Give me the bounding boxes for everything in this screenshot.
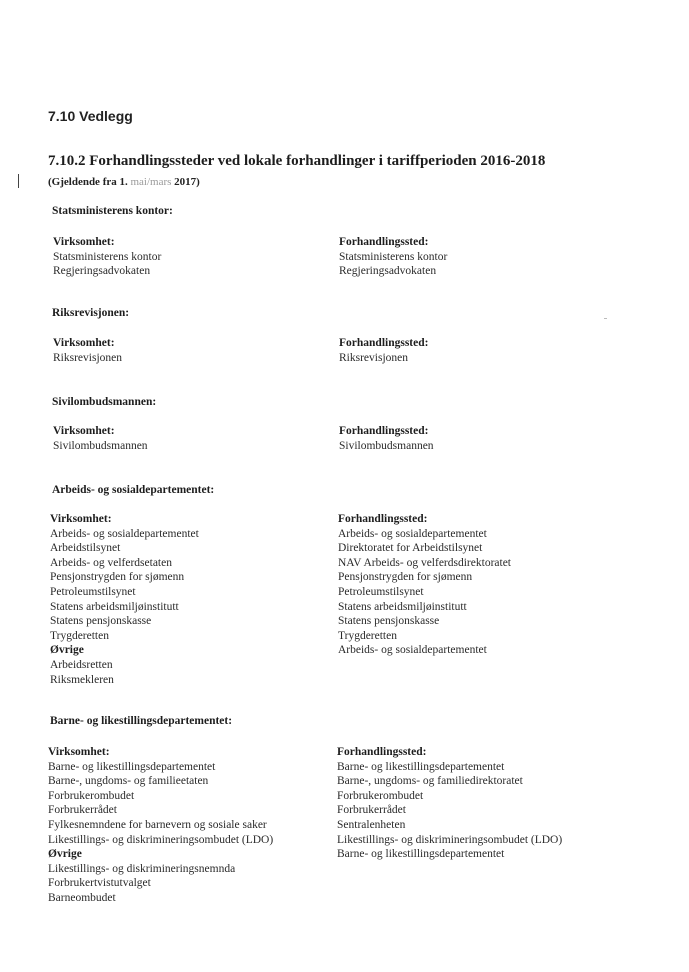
list-item: Direktoratet for Arbeidstilsynet (338, 542, 483, 555)
list-item: Statsministerens kontor (53, 250, 162, 263)
list-item: Riksrevisjonen (53, 351, 122, 364)
virksomhet-column (53, 235, 161, 279)
list-item: Barne- og likestillingsdepartementet (337, 848, 505, 861)
column-header: Forhandlingssted: (338, 513, 428, 525)
list-item: Sivilombudsmannen (53, 439, 148, 452)
list-item: Pensjonstrygden for sjømenn (50, 571, 185, 584)
list-item: Statens pensjonskasse (50, 615, 152, 628)
section-title: Barne- og likestillingsdepartementet: (50, 715, 233, 727)
list-item: Regjeringsadvokaten (53, 265, 151, 278)
list-item: Statsministerens kontor (339, 250, 448, 263)
list-item: Barne- og likestillingsdepartementet (337, 760, 505, 773)
list-item: Arbeids- og sosialdepartementet (50, 527, 199, 540)
list-item: Forbrukertvistutvalget (48, 877, 151, 890)
list-item: Arbeids- og sosialdepartementet (338, 527, 487, 540)
forhandlingssted-column (337, 745, 562, 862)
column-header: Virksomhet: (50, 513, 112, 525)
list-item: Arbeidsretten (50, 658, 113, 671)
page-title: 7.10.2 Forhandlingssteder ved lokale forhandlinger i tariffperioden 2016-2018 (48, 153, 546, 169)
list-item: Barne-, ungdoms- og familiedirektoratet (337, 775, 523, 788)
list-item: Arbeids- og velferdsetaten (50, 556, 172, 569)
list-item: Barne- og likestillingsdepartementet (48, 760, 216, 773)
section-heading: 7.10 Vedlegg (48, 108, 133, 124)
forhandlingssted-column (339, 336, 428, 365)
other-subheader: Øvrige (48, 848, 82, 861)
list-item: Forbrukerrådet (48, 804, 117, 817)
virksomhet-column (50, 512, 199, 687)
section-title: Arbeids- og sosialdepartementet: (52, 484, 215, 496)
section-title: Statsministerens kontor: (52, 205, 173, 217)
validity-note (48, 176, 200, 188)
list-item: Sentralenheten (337, 818, 406, 831)
list-item: Forbrukerrådet (337, 804, 406, 817)
list-item: Barne-, ungdoms- og familieetaten (48, 775, 209, 788)
list-item: Riksrevisjonen (339, 351, 408, 364)
forhandlingssted-column (339, 424, 434, 453)
list-item: Statens arbeidsmiljøinstitutt (50, 600, 179, 613)
list-item: Riksmekleren (50, 673, 114, 686)
list-item: Pensjonstrygden for sjømenn (338, 571, 473, 584)
virksomhet-column (48, 745, 273, 906)
list-item: Petroleumstilsynet (338, 585, 424, 598)
column-header: Virksomhet: (48, 746, 110, 758)
forhandlingssted-column (338, 512, 511, 658)
list-item: Arbeids- og sosialdepartementet (338, 644, 487, 657)
virksomhet-column (53, 336, 122, 365)
list-item: Forbrukerombudet (48, 789, 135, 802)
list-item: Statens pensjonskasse (338, 615, 440, 628)
section-title: Riksrevisjonen: (52, 307, 130, 319)
list-item: Statens arbeidsmiljøinstitutt (338, 600, 467, 613)
column-header: Virksomhet: (53, 337, 115, 349)
list-item: NAV Arbeids- og velferdsdirektoratet (338, 556, 511, 569)
list-item: Regjeringsadvokaten (339, 265, 437, 278)
validity-suffix: 2017) (174, 176, 200, 188)
section-title: Sivilombudsmannen: (52, 396, 157, 408)
validity-month: mai/mars (130, 176, 172, 188)
column-header: Virksomhet: (53, 425, 115, 437)
scan-speck (604, 318, 607, 319)
margin-mark (18, 174, 19, 188)
list-item: Sivilombudsmannen (339, 439, 434, 452)
column-header: Virksomhet: (53, 236, 115, 248)
list-item: Trygderetten (50, 629, 109, 642)
validity-prefix: (Gjeldende fra 1. (48, 176, 128, 188)
other-subheader: Øvrige (50, 644, 84, 657)
column-header: Forhandlingssted: (337, 746, 427, 758)
list-item: Likestillings- og diskrimineringsombudet (LDO) (48, 833, 274, 846)
list-item: Likestillings- og diskrimineringsnemnda (48, 862, 236, 875)
column-header: Forhandlingssted: (339, 425, 429, 437)
list-item: Fylkesnemndene for barnevern og sosiale saker (48, 818, 267, 831)
forhandlingssted-column (339, 235, 447, 279)
list-item: Trygderetten (338, 629, 397, 642)
list-item: Barneombudet (48, 891, 116, 904)
virksomhet-column (53, 424, 148, 453)
list-item: Petroleumstilsynet (50, 585, 136, 598)
list-item: Arbeidstilsynet (50, 542, 121, 555)
list-item: Forbrukerombudet (337, 789, 424, 802)
list-item: Likestillings- og diskrimineringsombudet (LDO) (337, 833, 563, 846)
column-header: Forhandlingssted: (339, 236, 429, 248)
column-header: Forhandlingssted: (339, 337, 429, 349)
